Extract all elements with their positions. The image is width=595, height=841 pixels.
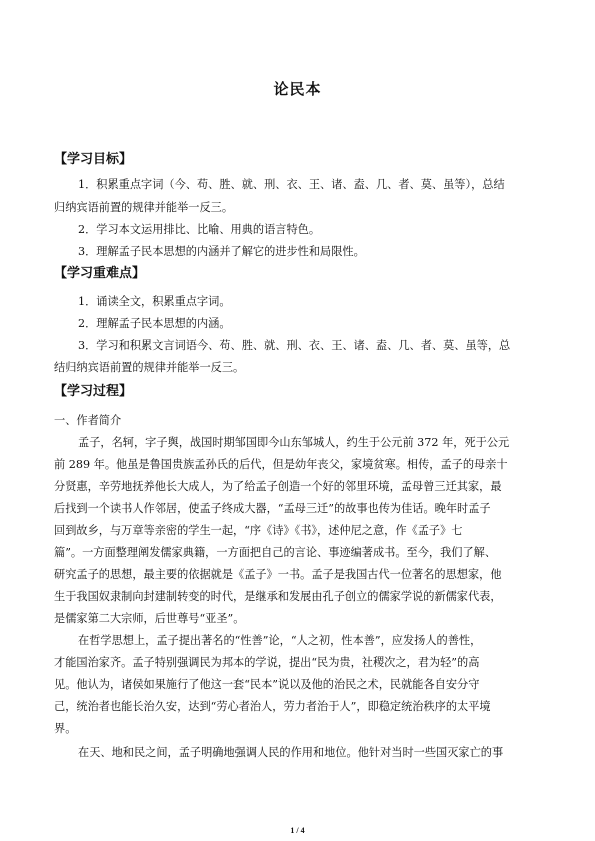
section-heading-process: 【学习过程】 xyxy=(54,384,133,399)
key-points-line-4: 结归纳宾语前置的规律并能举一反三。 xyxy=(54,361,245,374)
goals-line-1: 1．积累重点字词（今、苟、胜、就、刑、衣、王、诸、盍、几、者、莫、虽等），总结 xyxy=(78,178,505,191)
process-line-7: 研究孟子的思想，最主要的依据就是《孟子》一书。孟子是我国古代一位著名的思想家，他 xyxy=(54,568,502,581)
process-line-4: 后找到一个读书人作邻居，使孟子终成大器，“孟母三迁”的故事也传为佳话。晚年时孟子 xyxy=(54,502,491,515)
process-line-9: 是儒家第二大宗师，后世尊号“亚圣”。 xyxy=(54,612,245,625)
page-number: 1 / 4 xyxy=(290,826,305,835)
process-line-12: 见。他认为，诸侯如果施行了他这一套“民本”说以及他的治民之术，民就能各自安分守 xyxy=(54,678,480,691)
process-line-13: 己，统治者也能长治久安，达到“劳心者治人，劳力者治于人”，即稳定统治秩序的太平境 xyxy=(54,700,491,713)
key-points-line-1: 1．诵读全文，积累重点字词。 xyxy=(78,295,231,308)
section-heading-goals: 【学习目标】 xyxy=(54,152,133,167)
process-line-15: 在天、地和民之间，孟子明确地强调人民的作用和地位。他针对当时一些国灭家亡的事 xyxy=(78,746,504,759)
process-line-3: 分贤惠，辛劳地抚养他长大成人，为了给孟子创造一个好的邻里环境，孟母曾三迁其家，最 xyxy=(54,480,502,493)
process-line-11: 才能国治家齐。孟子特别强调民为邦本的学说，提出“民为贵，社稷次之，君为轻”的高 xyxy=(54,656,480,669)
goals-line-3: 2．学习本文运用排比、比喻、用典的语言特色。 xyxy=(78,223,321,236)
key-points-line-2: 2．理解孟子民本思想的内涵。 xyxy=(78,317,231,330)
process-line-14: 界。 xyxy=(54,722,77,735)
process-line-10: 在哲学思想上，孟子提出著名的“性善”论，“人之初，性本善”，应发扬人的善性， xyxy=(78,634,482,647)
process-line-5: 回到故乡，与万章等亲密的学生一起，“序《诗》《书》，述仲尼之意，作《孟子》七 xyxy=(54,524,463,537)
process-line-8: 生于我国奴隶制向封建制转变的时代，是继承和发展由孔子创立的儒家学说的新儒家代表， xyxy=(54,590,502,603)
process-subheading: 一、作者简介 xyxy=(54,414,122,427)
goals-line-4: 3．理解孟子民本思想的内涵并了解它的进步性和局限性。 xyxy=(78,245,365,258)
section-heading-key-points: 【学习重难点】 xyxy=(54,266,146,281)
process-line-2: 前 289 年。他虽是鲁国贵族孟孙氏的后代，但是幼年丧父，家境贫寒。相传，孟子的母亲十 xyxy=(54,458,508,471)
key-points-line-3: 3．学习和积累文言词语今、苟、胜、就、刑、衣、王、诸、盍、几、者、莫、虽等，总 xyxy=(78,339,511,352)
process-line-6: 篇”。一方面整理阐发儒家典籍，一方面把自己的言论、事迹编著成书。至今，我们了解、 xyxy=(54,546,497,559)
page-title: 论民本 xyxy=(273,80,322,98)
process-line-1: 孟子，名轲，字子舆，战国时期邹国即今山东邹城人，约生于公元前 372 年，死于公元 xyxy=(78,436,510,449)
goals-line-2: 归纳宾语前置的规律并能举一反三。 xyxy=(54,201,234,214)
